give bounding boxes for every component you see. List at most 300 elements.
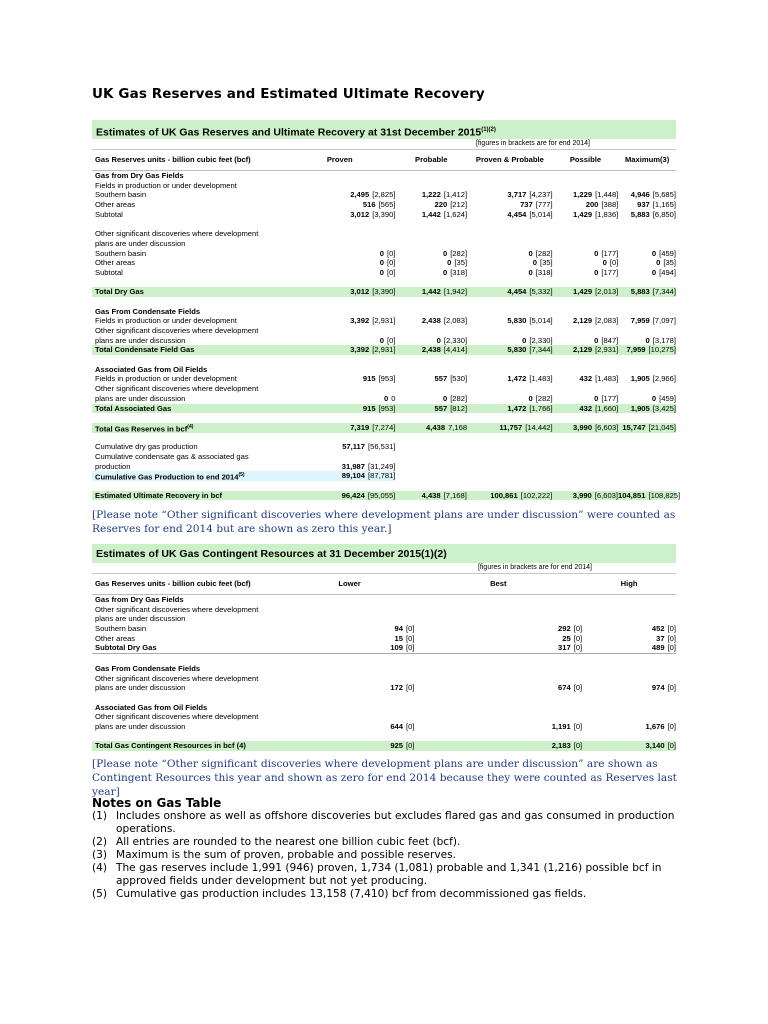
value-cell <box>467 229 553 239</box>
value-cell <box>414 595 582 605</box>
value-previous: [14,442] <box>525 422 553 432</box>
value-previous: [2,330] <box>529 335 553 345</box>
value-cell <box>284 210 395 220</box>
value-current: 2,183 <box>551 741 571 751</box>
value-cell <box>467 365 553 375</box>
value-cell <box>284 181 395 191</box>
table-row <box>92 258 676 268</box>
value-cell <box>395 268 467 278</box>
value-cell <box>284 452 395 462</box>
reserves-table-title <box>92 120 676 139</box>
row-label-text: Subtotal Dry Gas <box>95 643 157 653</box>
value-cell <box>618 200 676 210</box>
note-number: (1) <box>92 810 108 822</box>
value-cell <box>284 171 395 181</box>
value-cell <box>285 614 415 624</box>
value-cell <box>467 200 553 210</box>
note-item <box>92 862 692 888</box>
value-cell <box>618 404 676 414</box>
value-previous: [212] <box>450 200 468 210</box>
table-row <box>92 268 676 278</box>
value-current: 0 <box>594 393 599 403</box>
value-previous: [3,390] <box>372 209 396 219</box>
row-label-text: Total Gas Contingent Resources in bcf (4) <box>95 741 246 751</box>
value-cell <box>553 307 619 317</box>
row-label-text: Other significant discoveries where development <box>95 384 259 394</box>
row-label <box>92 384 284 394</box>
value-cell <box>395 239 467 249</box>
value-cell <box>414 624 582 634</box>
value-current: 0 <box>379 248 384 258</box>
value-cell <box>553 268 619 278</box>
value-previous: [35] <box>663 258 676 268</box>
value-current: 5,883 <box>630 287 650 297</box>
value-cell <box>284 307 395 317</box>
value-current: 292 <box>558 624 571 634</box>
row-label-text: Gas from Dry Gas Fields <box>95 595 184 604</box>
row-label-text: Gas From Condensate Fields <box>95 663 201 673</box>
row-label <box>92 471 284 481</box>
col-header: Possible <box>569 155 602 164</box>
spacer <box>92 297 676 307</box>
spacer <box>92 219 676 229</box>
value-cell <box>467 258 553 268</box>
value-previous: [10,275] <box>648 345 676 355</box>
row-label <box>92 190 284 200</box>
value-cell <box>285 741 415 751</box>
value-previous: [4,237] <box>529 190 553 200</box>
note-item <box>92 849 692 862</box>
value-cell <box>618 268 676 278</box>
value-cell <box>395 336 467 346</box>
value-current: 0 <box>447 258 452 268</box>
value-previous: [282] <box>535 393 553 403</box>
row-label-text: Total Gas Reserves in bcf <box>95 424 188 434</box>
value-previous: [0] <box>387 258 396 268</box>
value-cell <box>284 268 395 278</box>
row-label <box>92 595 285 605</box>
value-cell <box>414 674 582 684</box>
value-current: 925 <box>390 741 403 751</box>
value-cell <box>284 442 395 452</box>
value-previous: [459] <box>659 248 676 258</box>
row-label <box>92 394 284 404</box>
reserves-table-header <box>92 150 676 171</box>
value-cell <box>467 374 553 384</box>
value-previous: [459] <box>659 393 676 403</box>
value-previous: [5,014] <box>529 316 553 326</box>
value-previous: [0] <box>667 683 677 693</box>
note-text: Cumulative gas production includes 13,158 (7,410) bcf from decommissioned gas fields. <box>116 888 587 900</box>
value-current: 3,392 <box>350 316 370 326</box>
value-current: 1,442 <box>421 287 441 297</box>
note-reserves: [Please note “Other significant discoveries where development plans are under discussion” were counted as Reserves for end 2014 but are shown as zero this year.] <box>92 509 676 535</box>
value-previous: [3,425] <box>652 403 676 413</box>
value-cell <box>395 471 467 481</box>
value-cell <box>467 423 553 433</box>
value-cell <box>395 181 467 191</box>
value-previous: [35] <box>454 258 468 268</box>
value-cell <box>553 374 619 384</box>
note-item <box>92 836 692 849</box>
value-current: 937 <box>637 200 650 210</box>
value-current: 0 <box>651 267 657 277</box>
value-cell <box>553 423 619 433</box>
value-current: 1,429 <box>573 287 593 297</box>
col-header: Probable <box>415 155 448 164</box>
value-current: 0 <box>442 267 448 277</box>
value-previous: [318] <box>535 267 553 277</box>
value-cell <box>467 190 553 200</box>
value-cell <box>618 336 676 346</box>
row-label <box>92 229 284 239</box>
row-label-text: Other areas <box>95 633 136 643</box>
value-previous: [6,603] <box>594 490 619 500</box>
row-label-sup: (4) <box>187 423 194 430</box>
value-previous: [7,344] <box>529 345 553 355</box>
table-row <box>92 336 676 346</box>
value-cell <box>395 249 467 259</box>
value-current: 644 <box>390 721 403 731</box>
table-row <box>92 741 676 751</box>
value-previous: [953] <box>378 374 396 384</box>
value-previous: [21,045] <box>648 422 676 432</box>
value-cell <box>285 595 415 605</box>
value-current: 172 <box>390 683 403 693</box>
value-previous: [7,344] <box>652 287 676 297</box>
value-cell <box>467 491 553 501</box>
row-label-text: Total Dry Gas <box>95 287 144 297</box>
value-cell <box>284 404 395 414</box>
row-label <box>92 674 285 684</box>
value-current: 0 <box>651 248 657 258</box>
row-label <box>92 326 284 336</box>
row-label-text: Other significant discoveries where development <box>95 326 259 335</box>
value-cell <box>618 462 676 472</box>
table-row <box>92 374 676 384</box>
value-previous: [0] <box>573 721 583 731</box>
value-cell <box>582 624 676 634</box>
value-current: 7,319 <box>350 422 370 432</box>
value-current: 89,104 <box>341 471 365 481</box>
value-cell <box>467 287 553 297</box>
value-cell <box>395 394 467 404</box>
value-current: 915 <box>362 374 376 384</box>
spacer <box>92 654 676 664</box>
row-label-text: plans are under discussion <box>95 393 186 403</box>
value-cell <box>582 683 676 693</box>
value-current: 3,392 <box>350 345 370 355</box>
value-cell <box>395 491 467 501</box>
reserves-table-title-sup: (1)(2) <box>481 127 496 133</box>
value-cell <box>618 190 676 200</box>
value-cell <box>553 171 619 181</box>
value-cell <box>467 249 553 259</box>
value-current: 57,117 <box>342 442 365 452</box>
table-row <box>92 712 676 722</box>
row-label-text: Southern basin <box>95 248 147 258</box>
value-current: 0 <box>379 267 384 277</box>
value-previous: [0] <box>667 643 677 653</box>
value-cell <box>582 722 676 732</box>
contingent-table <box>92 544 676 751</box>
row-label <box>92 462 284 472</box>
value-current: 15 <box>394 633 403 643</box>
row-label <box>92 452 284 462</box>
bracket-note: [figures in brackets are for end 2014] <box>92 139 676 150</box>
row-label-text: Southern basin <box>95 624 147 634</box>
value-current: 974 <box>651 683 665 693</box>
table-row <box>92 703 676 713</box>
value-cell <box>467 336 553 346</box>
value-current: 3,012 <box>350 209 370 219</box>
table-row <box>92 287 676 297</box>
row-label-text: Other areas <box>95 258 136 268</box>
value-current: 104,851 <box>618 490 646 500</box>
value-current: 1,472 <box>507 403 527 413</box>
value-previous: [2,330] <box>443 335 468 345</box>
value-current: 1,905 <box>630 374 650 384</box>
value-cell <box>618 452 676 462</box>
table-row <box>92 229 676 239</box>
value-current: 11,757 <box>499 422 523 432</box>
value-current: 0 <box>656 258 661 268</box>
table-row <box>92 365 676 375</box>
note-text: Maximum is the sum of proven, probable and possible reserves. <box>116 849 457 861</box>
value-cell <box>284 394 395 404</box>
value-cell <box>395 287 467 297</box>
table-row <box>92 643 676 654</box>
value-previous: [0] <box>406 643 415 653</box>
table-row <box>92 683 676 693</box>
value-cell <box>553 345 619 355</box>
value-cell <box>285 664 415 674</box>
row-label <box>92 210 284 220</box>
row-label <box>92 404 284 414</box>
value-cell <box>395 210 467 220</box>
row-label-text: plans are under discussion <box>95 721 186 731</box>
value-previous: [2,013] <box>595 287 619 297</box>
value-cell <box>284 345 395 355</box>
value-current: 1,191 <box>551 721 571 731</box>
value-previous: [6,850] <box>652 209 676 219</box>
row-label <box>92 624 285 634</box>
value-cell <box>618 239 676 249</box>
row-label <box>92 423 284 433</box>
value-current: 2,495 <box>350 190 370 200</box>
value-cell <box>618 471 676 481</box>
value-previous: [177] <box>601 267 619 277</box>
value-cell <box>618 442 676 452</box>
value-cell <box>395 200 467 210</box>
value-cell <box>618 326 676 336</box>
value-current: 557 <box>434 403 448 413</box>
value-cell <box>618 181 676 191</box>
value-cell <box>618 384 676 394</box>
value-current: 0 <box>528 393 533 403</box>
value-cell <box>618 394 676 404</box>
row-label-text: Other significant discoveries where development <box>95 673 259 683</box>
value-cell <box>467 452 553 462</box>
value-cell <box>395 452 467 462</box>
value-cell <box>284 423 395 433</box>
value-cell <box>284 491 395 501</box>
row-label-text: Cumulative Gas Production to end 2014 <box>95 472 239 482</box>
value-previous: [2,083] <box>595 316 619 326</box>
value-cell <box>284 384 395 394</box>
value-previous: [0] <box>387 267 396 277</box>
row-label <box>92 336 284 346</box>
table-row <box>92 200 676 210</box>
value-current: 0 <box>528 267 533 277</box>
value-cell <box>553 287 619 297</box>
value-cell <box>414 683 582 693</box>
table-row <box>92 307 676 317</box>
value-cell <box>618 171 676 181</box>
value-cell <box>467 307 553 317</box>
value-cell <box>582 664 676 674</box>
row-label-text: Subtotal <box>95 267 123 277</box>
value-cell <box>553 326 619 336</box>
value-current: 4,438 <box>426 422 446 432</box>
value-cell <box>553 239 619 249</box>
value-previous: [5,685] <box>652 190 676 200</box>
value-cell <box>582 643 676 653</box>
row-label <box>92 239 284 249</box>
value-cell <box>618 210 676 220</box>
row-label-text: Cumulative condensate gas & associated gas <box>95 451 249 461</box>
value-current: 489 <box>651 643 665 653</box>
reserves-table-title-text: Estimates of UK Gas Reserves and Ultimate Recovery at 31st December 2015 <box>96 126 482 139</box>
value-current: 220 <box>434 200 448 210</box>
row-label-text: Fields in production or under development <box>95 374 237 384</box>
value-previous: [177] <box>601 248 619 258</box>
value-previous: [847] <box>601 335 619 345</box>
value-cell <box>553 384 619 394</box>
value-cell <box>467 268 553 278</box>
row-label-text: Other significant discoveries where development <box>95 229 259 239</box>
notes-list <box>92 810 692 901</box>
row-label-text: plans are under discussion <box>95 614 186 624</box>
value-current: 432 <box>579 403 593 413</box>
value-cell <box>395 307 467 317</box>
value-cell <box>285 624 415 634</box>
value-previous: [388] <box>601 200 619 210</box>
value-current: 1,222 <box>421 190 441 200</box>
value-previous: 0 <box>391 393 396 403</box>
page-title: UK Gas Reserves and Estimated Ultimate Recovery <box>92 86 485 102</box>
value-previous: [87,781] <box>368 471 396 481</box>
value-current: 516 <box>362 200 376 210</box>
value-cell <box>582 741 676 751</box>
value-cell <box>618 229 676 239</box>
col-header: Proven & Probable <box>475 155 544 164</box>
value-current: 1,905 <box>630 403 650 413</box>
value-cell <box>285 703 415 713</box>
value-cell <box>414 722 582 732</box>
value-current: 0 <box>594 248 599 258</box>
value-current: 0 <box>522 335 527 345</box>
value-previous: [7,274] <box>372 422 396 432</box>
value-cell <box>582 605 676 615</box>
row-label-text: plans are under discussion <box>95 238 186 248</box>
value-previous: [1,483] <box>595 374 619 384</box>
value-cell <box>553 452 619 462</box>
value-cell <box>395 316 467 326</box>
value-cell <box>618 365 676 375</box>
value-cell <box>284 287 395 297</box>
value-cell <box>414 664 582 674</box>
value-cell <box>285 634 415 644</box>
value-cell <box>552 491 618 501</box>
value-current: 5,830 <box>507 316 527 326</box>
value-cell <box>395 365 467 375</box>
row-label <box>92 258 284 268</box>
col-header: High <box>620 579 638 588</box>
value-previous: [0] <box>667 624 677 634</box>
spacer <box>92 355 676 365</box>
spacer <box>92 413 676 423</box>
value-cell <box>618 258 676 268</box>
value-current: 3,990 <box>572 490 592 500</box>
value-previous: [1,836] <box>595 209 619 219</box>
value-cell <box>618 490 681 501</box>
value-current: 674 <box>558 683 571 693</box>
value-previous: [31,249] <box>368 461 396 471</box>
value-cell <box>284 190 395 200</box>
table-row <box>92 490 681 501</box>
contingent-table-header <box>92 574 676 595</box>
value-current: 200 <box>585 200 599 210</box>
value-previous: [0] <box>667 721 677 731</box>
value-previous: [3,178] <box>652 335 676 345</box>
value-current: 3,717 <box>507 190 527 200</box>
value-cell <box>395 404 467 414</box>
value-previous: [2,825] <box>372 190 396 200</box>
value-previous: [2,931] <box>595 345 619 355</box>
value-previous: [0] <box>573 624 583 634</box>
row-label <box>92 664 285 674</box>
value-previous: [5,014] <box>529 209 553 219</box>
spacer <box>92 433 676 443</box>
value-current: 4,438 <box>421 490 441 500</box>
value-previous: [282] <box>450 248 468 258</box>
value-previous: [282] <box>450 393 468 403</box>
value-current: 0 <box>594 335 599 345</box>
table-row <box>92 664 676 674</box>
value-cell <box>395 384 467 394</box>
value-cell <box>618 249 676 259</box>
value-cell <box>618 287 676 297</box>
row-label <box>92 741 285 751</box>
value-previous: [6,603] <box>595 422 619 432</box>
row-label-text: Gas from Dry Gas Fields <box>95 171 184 180</box>
value-cell <box>618 316 676 326</box>
spacer <box>92 278 676 288</box>
value-current: 3,012 <box>350 287 370 297</box>
value-previous: [1,412] <box>443 190 468 200</box>
value-cell <box>284 258 395 268</box>
value-current: 0 <box>379 335 384 345</box>
value-cell <box>618 307 676 317</box>
value-current: 317 <box>558 643 571 653</box>
units-label: Gas Reserves units - billion cubic feet (bcf) <box>95 155 251 164</box>
row-label <box>92 316 284 326</box>
value-previous: [1,660] <box>595 403 619 413</box>
value-current: 96,424 <box>341 490 365 500</box>
value-previous: [565] <box>378 200 396 210</box>
value-current: 915 <box>362 403 376 413</box>
